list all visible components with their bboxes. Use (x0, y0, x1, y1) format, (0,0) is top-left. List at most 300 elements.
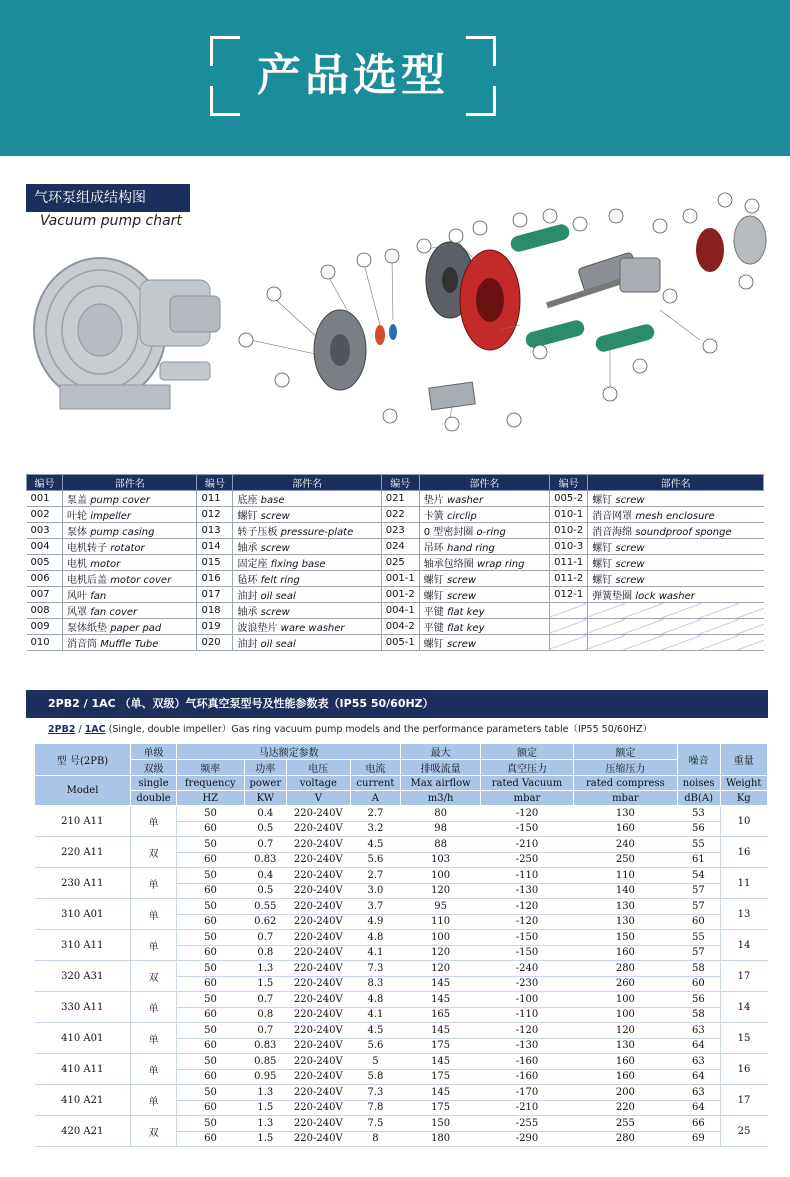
spec-cell: -210 (480, 837, 573, 853)
part-name-en: wrap ring (476, 559, 525, 570)
part-name (233, 635, 381, 651)
spec-cell: 250 (574, 852, 678, 868)
part-number: 006 (27, 571, 63, 587)
spec-cell: -120 (480, 1023, 573, 1039)
parts-row (27, 635, 764, 651)
spec-cell: 57 (677, 899, 720, 915)
pump-casing-part (460, 250, 520, 350)
spec-cell: 120 (401, 883, 481, 899)
spec-cell: 7.3 (350, 1085, 401, 1101)
spec-row (35, 992, 768, 1008)
part-number: 022 (381, 507, 419, 523)
part-name-cn: 螺钉 (592, 559, 613, 570)
model-name: 230 A11 (35, 868, 131, 899)
part-name-cn: 泵体 (67, 527, 87, 538)
spec-cell: 50 (177, 961, 244, 977)
spec-cell: -100 (480, 992, 573, 1008)
spec-cell: 255 (574, 1116, 678, 1132)
spec-cell: 95 (401, 899, 481, 915)
part-name-cn: 0 型密封圈 (423, 527, 474, 538)
spec-cell: 150 (574, 930, 678, 946)
spec-row (35, 1085, 768, 1101)
part-name (63, 603, 197, 619)
spec-cell: 56 (677, 821, 720, 837)
part-name-cn: 风罩 (67, 607, 87, 618)
stage-type: 单 (131, 806, 177, 837)
part-name-en: screw (615, 559, 645, 570)
part-name-cn: 轴承包络圈 (423, 559, 474, 570)
parts-row (27, 491, 764, 507)
page-title: 产品选型 (257, 50, 449, 101)
part-number: 014 (197, 539, 233, 555)
part-name-cn: 油封 (237, 639, 258, 650)
weight-value: 17 (720, 961, 768, 992)
parts-row (27, 571, 764, 587)
spec-cell: 110 (401, 914, 481, 930)
part-number: 002 (27, 507, 63, 523)
part-name-cn: 螺钉 (592, 495, 613, 506)
spec-cell: 64 (677, 1100, 720, 1116)
spec-cell: 220-240V (287, 837, 350, 853)
part-number: 011-1 (550, 555, 588, 571)
spec-cell: 0.7 (244, 930, 287, 946)
part-name-en: screw (260, 511, 290, 522)
weight-value: 17 (720, 1085, 768, 1116)
model-name: 220 A11 (35, 837, 131, 868)
part-number: 008 (27, 603, 63, 619)
part-name-en: soundproof sponge (635, 527, 732, 538)
spec-cell: 220-240V (287, 1069, 350, 1085)
part-number (550, 619, 588, 635)
part-name-en: fixing base (270, 559, 326, 570)
part-name-cn: 电机转子 (67, 543, 107, 554)
spec-cell: 53 (677, 806, 720, 822)
part-name (63, 587, 197, 603)
spec-cell: 0.85 (244, 1054, 287, 1070)
spec-cell: 220-240V (287, 868, 350, 884)
part-name (588, 635, 764, 651)
spec-cell: 3.2 (350, 821, 401, 837)
part-name (233, 491, 381, 507)
spec-cell: 50 (177, 837, 244, 853)
part-name-en: o-ring (476, 527, 506, 538)
spec-cell: 61 (677, 852, 720, 868)
part-name (63, 635, 197, 651)
spec-cell: 50 (177, 806, 244, 822)
parts-header: 编号 (197, 475, 233, 491)
part-name-cn: 毡环 (237, 575, 258, 586)
spec-cell: 60 (177, 852, 244, 868)
part-name-en: screw (446, 591, 477, 602)
part-name-cn: 垫片 (423, 495, 444, 506)
parts-table (26, 474, 764, 651)
model-name: 310 A11 (35, 930, 131, 961)
spec-cell: -250 (480, 852, 573, 868)
part-name (233, 587, 381, 603)
spec-cell: 240 (574, 837, 678, 853)
spec-cell: 220-240V (287, 899, 350, 915)
spec-cell: 220-240V (287, 945, 350, 961)
part-name-en: circlip (446, 511, 477, 522)
part-name-en: flat key (446, 623, 485, 634)
spec-cell: 130 (574, 806, 678, 822)
spec-cell: 63 (677, 1023, 720, 1039)
part-name-cn: 螺钉 (423, 575, 444, 586)
spec-cell: 7.3 (350, 961, 401, 977)
spec-cell: 220-240V (287, 914, 350, 930)
spec-cell: 145 (401, 976, 481, 992)
spec-cell: 145 (401, 1085, 481, 1101)
part-name-cn: 油封 (237, 591, 258, 602)
spec-cell: 120 (401, 945, 481, 961)
spec-cell: 5 (350, 1054, 401, 1070)
spec-cell: 110 (574, 868, 678, 884)
spec-cell: 60 (677, 976, 720, 992)
part-name (588, 603, 764, 619)
spec-cell: 66 (677, 1116, 720, 1132)
spec-cell: -150 (480, 930, 573, 946)
stage-type: 双 (131, 837, 177, 868)
spec-cell: 145 (401, 1023, 481, 1039)
spec-row (35, 1023, 768, 1039)
weight-value: 11 (720, 868, 768, 899)
part-name (233, 619, 381, 635)
spec-cell: 220-240V (287, 1100, 350, 1116)
part-name-en: ware washer (280, 623, 345, 634)
part-number: 004-1 (381, 603, 419, 619)
spec-cell: 103 (401, 852, 481, 868)
part-name (588, 507, 764, 523)
spec-cell: -120 (480, 899, 573, 915)
part-name (419, 571, 549, 587)
spec-row (35, 930, 768, 946)
spec-cell: 57 (677, 883, 720, 899)
part-number: 023 (381, 523, 419, 539)
spec-cell: 0.83 (244, 1038, 287, 1054)
model-name: 210 A11 (35, 806, 131, 837)
spec-cell: 220-240V (287, 1054, 350, 1070)
spec-cell: 0.95 (244, 1069, 287, 1085)
spec-cell: -170 (480, 1085, 573, 1101)
weight-value: 13 (720, 899, 768, 930)
part-name-cn: 弹簧垫圈 (592, 591, 633, 602)
spec-cell: 4.5 (350, 837, 401, 853)
parts-row (27, 587, 764, 603)
spec-cell: 160 (574, 1054, 678, 1070)
spec-cell: 145 (401, 992, 481, 1008)
part-name (63, 571, 197, 587)
spec-cell: 140 (574, 883, 678, 899)
part-name (233, 603, 381, 619)
spec-cell: 50 (177, 992, 244, 1008)
spec-cell: -130 (480, 1038, 573, 1054)
part-name-cn: 电机后盖 (67, 575, 107, 586)
spec-cell: 50 (177, 1085, 244, 1101)
spec-cell: 200 (574, 1085, 678, 1101)
parts-header: 编号 (27, 475, 63, 491)
part-name-en: oil seal (260, 591, 296, 602)
part-name-cn: 消音筒 (67, 639, 97, 650)
part-name (63, 619, 197, 635)
part-name-cn: 平键 (423, 607, 444, 618)
part-name (63, 523, 197, 539)
spec-cell: -290 (480, 1131, 573, 1147)
model-spec-table (34, 743, 768, 1147)
stage-type: 单 (131, 1054, 177, 1085)
part-name (588, 619, 764, 635)
parts-header: 部件名 (233, 475, 381, 491)
part-name (233, 555, 381, 571)
part-name-en: impeller (90, 511, 132, 522)
spec-cell: -150 (480, 945, 573, 961)
parts-row (27, 555, 764, 571)
spec-cell: 50 (177, 1116, 244, 1132)
stage-type: 单 (131, 1023, 177, 1054)
spec-cell: -120 (480, 914, 573, 930)
part-number: 001-1 (381, 571, 419, 587)
part-number: 020 (197, 635, 233, 651)
spec-cell: 220-240V (287, 883, 350, 899)
part-name (588, 491, 764, 507)
part-name-cn: 转子压板 (237, 527, 278, 538)
part-name-cn: 固定座 (237, 559, 268, 570)
part-number: 025 (381, 555, 419, 571)
spec-cell: 130 (574, 1038, 678, 1054)
spec-cell: 1.3 (244, 1116, 287, 1132)
part-name (419, 523, 549, 539)
spec-cell: 50 (177, 1023, 244, 1039)
spec-cell: 69 (677, 1131, 720, 1147)
spec-cell: 220-240V (287, 1116, 350, 1132)
stage-type: 单 (131, 930, 177, 961)
part-name (233, 523, 381, 539)
part-name-cn: 泵盖 (67, 495, 87, 506)
part-name-en: washer (446, 495, 484, 506)
part-name-en: fan (90, 591, 107, 602)
spec-cell: 220-240V (287, 806, 350, 822)
part-number: 015 (197, 555, 233, 571)
spec-cell: -120 (480, 806, 573, 822)
part-number: 011 (197, 491, 233, 507)
spec-cell: 64 (677, 1069, 720, 1085)
spec-cell: 4.8 (350, 992, 401, 1008)
spec-cell: 0.5 (244, 883, 287, 899)
spec-cell: 260 (574, 976, 678, 992)
spec-cell: 50 (177, 1054, 244, 1070)
spec-cell: 5.6 (350, 1038, 401, 1054)
part-name-en: hand ring (446, 543, 495, 554)
spec-cell: -240 (480, 961, 573, 977)
spec-cell: 0.55 (244, 899, 287, 915)
spec-cell: 57 (677, 945, 720, 961)
part-name (588, 523, 764, 539)
part-name-cn: 波浪垫片 (237, 623, 278, 634)
spec-cell: 4.1 (350, 945, 401, 961)
part-number: 001-2 (381, 587, 419, 603)
spec-cell: 130 (574, 914, 678, 930)
part-name-cn: 吊环 (423, 543, 444, 554)
spec-cell: 220-240V (287, 992, 350, 1008)
spec-cell: -160 (480, 1054, 573, 1070)
spec-header-row-3: Model single frequency power voltage current Max airflow rated Vacuum rated compress noises Weight (35, 776, 768, 791)
spec-cell: 4.5 (350, 1023, 401, 1039)
spec-cell: 1.5 (244, 1131, 287, 1147)
part-number (550, 635, 588, 651)
part-name-en: rotator (110, 543, 145, 554)
part-number: 018 (197, 603, 233, 619)
spec-cell: 220-240V (287, 1038, 350, 1054)
parts-row (27, 507, 764, 523)
stage-type: 单 (131, 1085, 177, 1116)
spec-cell: 63 (677, 1085, 720, 1101)
part-number: 004 (27, 539, 63, 555)
spec-cell: -255 (480, 1116, 573, 1132)
part-name-cn: 轴承 (237, 543, 258, 554)
part-number: 009 (27, 619, 63, 635)
spec-cell: 175 (401, 1069, 481, 1085)
spec-row (35, 1116, 768, 1132)
part-name-en: fan cover (90, 607, 138, 618)
part-name (419, 491, 549, 507)
part-name (588, 587, 764, 603)
spec-cell: 58 (677, 961, 720, 977)
parts-header: 编号 (381, 475, 419, 491)
spec-cell: 220 (574, 1100, 678, 1116)
part-name (419, 555, 549, 571)
spec-cell: 50 (177, 930, 244, 946)
spec-cell: 220-240V (287, 852, 350, 868)
parts-row (27, 619, 764, 635)
part-name-cn: 螺钉 (423, 639, 444, 650)
part-name-cn: 泵体纸垫 (67, 623, 107, 634)
part-number: 007 (27, 587, 63, 603)
part-name-en: flat key (446, 607, 485, 618)
stage-type: 双 (131, 961, 177, 992)
spec-cell: 100 (401, 868, 481, 884)
part-name (63, 491, 197, 507)
parts-header: 编号 (550, 475, 588, 491)
spec-row (35, 837, 768, 853)
spec-cell: 0.62 (244, 914, 287, 930)
part-name (588, 539, 764, 555)
spec-cell: 8.3 (350, 976, 401, 992)
part-name-en: screw (260, 543, 290, 554)
spec-cell: 175 (401, 1100, 481, 1116)
spec-row (35, 806, 768, 822)
part-name-cn: 底座 (237, 495, 258, 506)
part-name (419, 539, 549, 555)
spec-cell: 56 (677, 992, 720, 1008)
spec-cell: 0.7 (244, 837, 287, 853)
part-name (233, 539, 381, 555)
weight-value: 16 (720, 837, 768, 868)
parts-row (27, 539, 764, 555)
spec-cell: -210 (480, 1100, 573, 1116)
part-name (419, 587, 549, 603)
part-number: 005-2 (550, 491, 588, 507)
part-name-cn: 轴承 (237, 607, 258, 618)
spec-cell: 0.8 (244, 1007, 287, 1023)
spec-cell: 120 (401, 961, 481, 977)
weight-value: 14 (720, 992, 768, 1023)
spec-cell: 5.6 (350, 852, 401, 868)
parts-header: 部件名 (63, 475, 197, 491)
hero-banner (0, 0, 790, 156)
spec-cell: 7.8 (350, 1100, 401, 1116)
spec-cell: 2.7 (350, 806, 401, 822)
spec-cell: -150 (480, 821, 573, 837)
model-name: 420 A21 (35, 1116, 131, 1147)
part-name-cn: 消音海绵 (592, 527, 633, 538)
part-name (419, 507, 549, 523)
spec-cell: -110 (480, 868, 573, 884)
spec-cell: 3.7 (350, 899, 401, 915)
model-name: 410 A21 (35, 1085, 131, 1116)
part-number: 010 (27, 635, 63, 651)
part-name (588, 555, 764, 571)
part-name-en: paper pad (110, 623, 162, 634)
parts-header: 部件名 (419, 475, 549, 491)
part-name-en: pressure-plate (280, 527, 354, 538)
spec-cell: 4.8 (350, 930, 401, 946)
model-name: 410 A01 (35, 1023, 131, 1054)
part-number: 001 (27, 491, 63, 507)
spec-row (35, 868, 768, 884)
part-name-en: felt ring (260, 575, 300, 586)
part-number: 013 (197, 523, 233, 539)
part-name-en: motor cover (110, 575, 172, 586)
spec-cell: 60 (177, 1007, 244, 1023)
spec-row (35, 899, 768, 915)
part-name-cn: 螺钉 (423, 591, 444, 602)
spec-cell: 88 (401, 837, 481, 853)
spec-cell: 0.83 (244, 852, 287, 868)
spec-cell: 60 (177, 821, 244, 837)
motor-part (620, 258, 660, 292)
spec-cell: 60 (177, 1069, 244, 1085)
part-name (233, 571, 381, 587)
stage-type: 单 (131, 992, 177, 1023)
spec-cell: 220-240V (287, 1131, 350, 1147)
spec-cell: 60 (177, 945, 244, 961)
spec-cell: 60 (177, 1131, 244, 1147)
weight-value: 10 (720, 806, 768, 837)
spec-cell: 145 (401, 1054, 481, 1070)
spec-cell: -110 (480, 1007, 573, 1023)
spec-cell: 0.8 (244, 945, 287, 961)
spec-cell: 60 (177, 1100, 244, 1116)
spec-cell: 60 (177, 976, 244, 992)
spec-cell: 8 (350, 1131, 401, 1147)
part-number: 010-3 (550, 539, 588, 555)
part-number: 010-2 (550, 523, 588, 539)
motor-cover-part (696, 216, 766, 272)
weight-value: 14 (720, 930, 768, 961)
spec-cell: 2.7 (350, 868, 401, 884)
part-name-cn: 电机 (67, 559, 87, 570)
spec-cell: 0.7 (244, 992, 287, 1008)
spec-cell: 180 (401, 1131, 481, 1147)
spec-cell: 220-240V (287, 1085, 350, 1101)
part-name-cn: 螺钉 (592, 575, 613, 586)
part-name-cn: 卡簧 (423, 511, 444, 522)
model-name: 330 A11 (35, 992, 131, 1023)
spec-cell: 100 (401, 930, 481, 946)
part-name (419, 603, 549, 619)
spec-cell: 64 (677, 1038, 720, 1054)
part-name-cn: 螺钉 (237, 511, 258, 522)
spec-cell: 220-240V (287, 1023, 350, 1039)
